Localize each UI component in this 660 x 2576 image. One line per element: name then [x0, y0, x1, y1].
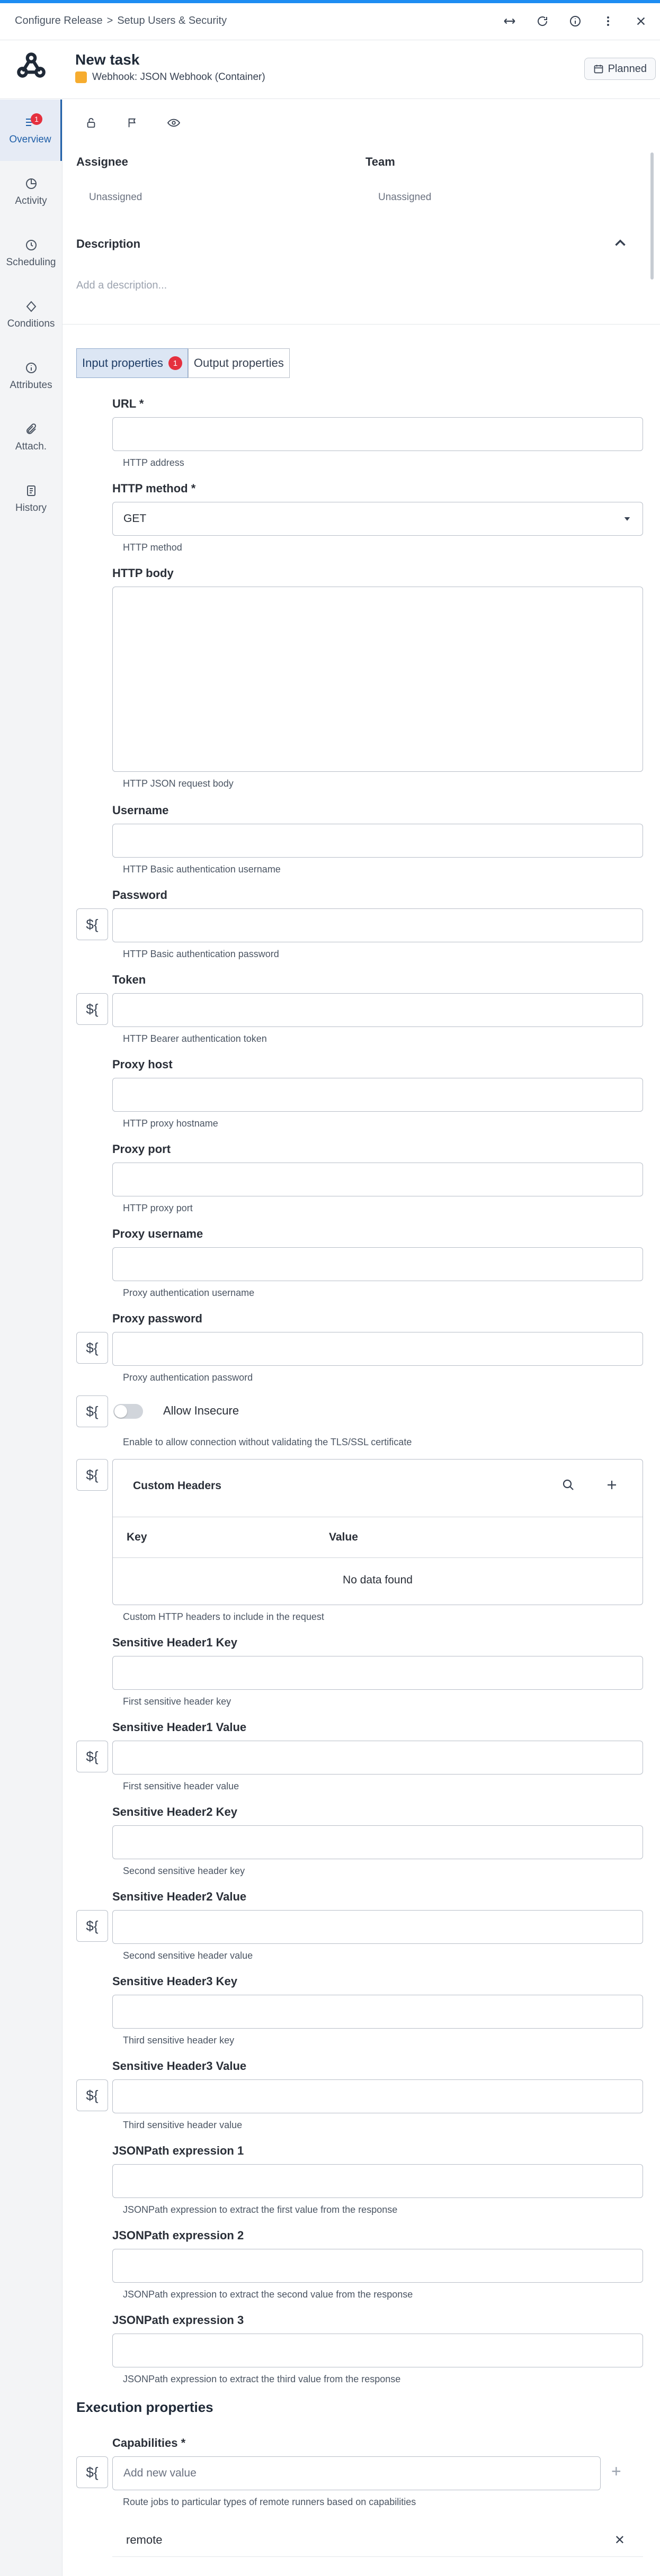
sidebar-item-label: History: [15, 502, 47, 514]
allow-insecure-label: Allow Insecure: [163, 1404, 239, 1417]
properties-tabs: [76, 348, 290, 378]
proxy-host-label: Proxy host: [112, 1058, 173, 1071]
sidebar-item-label: Conditions: [7, 318, 55, 329]
url-input[interactable]: [112, 417, 643, 451]
variable-button[interactable]: ${: [76, 1741, 108, 1772]
sensitive-header2-key-input[interactable]: [112, 1825, 643, 1859]
sensitive-header1-value-help: First sensitive header value: [123, 1781, 239, 1791]
activity-icon: [24, 176, 39, 191]
jsonpath2-label: JSONPath expression 2: [112, 2229, 244, 2242]
info-icon: [24, 361, 39, 375]
status-label: Planned: [608, 62, 647, 75]
proxy-host-input[interactable]: [112, 1078, 643, 1112]
search-icon[interactable]: [559, 1475, 578, 1494]
proxy-port-help: HTTP proxy port: [123, 1203, 193, 1213]
sidebar-item-label: Attributes: [10, 380, 52, 391]
proxy-password-label: Proxy password: [112, 1312, 202, 1325]
info-icon[interactable]: [566, 12, 585, 31]
variable-button[interactable]: ${: [76, 1910, 108, 1942]
overview-badge: 1: [31, 113, 42, 125]
sensitive-header3-key-label: Sensitive Header3 Key: [112, 1975, 238, 1988]
description-label: Description: [76, 237, 141, 250]
team-label: Team: [365, 155, 395, 168]
task-type-label: Webhook: JSON Webhook (Container): [92, 71, 265, 83]
jsonpath3-label: JSONPath expression 3: [112, 2313, 244, 2327]
username-input[interactable]: [112, 824, 643, 858]
http-method-value: GET: [123, 512, 147, 525]
sensitive-header1-value-input[interactable]: [112, 1741, 643, 1775]
lock-icon[interactable]: [82, 113, 101, 132]
jsonpath1-input[interactable]: [112, 2164, 643, 2198]
http-body-help: HTTP JSON request body: [123, 778, 234, 789]
more-icon[interactable]: [599, 12, 618, 31]
breadcrumb-parent[interactable]: Configure Release: [15, 15, 103, 26]
variable-button[interactable]: ${: [76, 1395, 108, 1427]
tab-label: Input properties: [82, 356, 163, 370]
column-value: Value: [329, 1531, 358, 1543]
sidebar-item-label: Attach.: [15, 441, 47, 452]
task-header: [0, 41, 660, 99]
assignee-label: Assignee: [76, 155, 128, 168]
sidebar-item-activity[interactable]: [0, 161, 62, 222]
password-input[interactable]: [112, 908, 643, 942]
proxy-username-label: Proxy username: [112, 1227, 203, 1240]
expand-icon[interactable]: [500, 12, 519, 31]
sidebar-item-conditions[interactable]: [0, 284, 62, 345]
table-header-row: [113, 1517, 643, 1558]
token-help: HTTP Bearer authentication token: [123, 1033, 267, 1044]
http-body-label: HTTP body: [112, 566, 174, 580]
sensitive-header1-key-input[interactable]: [112, 1656, 643, 1690]
jsonpath2-input[interactable]: [112, 2249, 643, 2283]
token-label: Token: [112, 973, 146, 986]
sidebar-item-scheduling[interactable]: [0, 222, 62, 284]
capabilities-label: Capabilities *: [112, 2436, 186, 2449]
capabilities-input[interactable]: Add new value: [112, 2456, 601, 2490]
proxy-port-input[interactable]: [112, 1163, 643, 1196]
task-details-panel: [63, 100, 660, 2576]
username-label: Username: [112, 804, 169, 817]
password-help: HTTP Basic authentication password: [123, 949, 279, 959]
chevron-up-icon[interactable]: [611, 234, 629, 255]
custom-headers-help: Custom HTTP headers to include in the request: [123, 1611, 324, 1622]
add-capability-plus-icon[interactable]: +: [611, 2462, 621, 2481]
proxy-password-help: Proxy authentication password: [123, 1372, 253, 1383]
proxy-username-input[interactable]: [112, 1247, 643, 1281]
variable-button[interactable]: ${: [76, 2456, 108, 2488]
jsonpath2-help: JSONPath expression to extract the second value from the response: [123, 2289, 413, 2300]
task-type: [75, 71, 265, 83]
sidebar-item-attachments[interactable]: [0, 407, 62, 468]
variable-button[interactable]: ${: [76, 2079, 108, 2111]
tab-output-properties[interactable]: [188, 348, 290, 378]
calendar-icon: [593, 64, 604, 74]
task-toolbar: [82, 113, 183, 132]
sensitive-header3-value-input[interactable]: [112, 2079, 643, 2113]
execution-properties-title: Execution properties: [76, 2399, 213, 2415]
token-input[interactable]: [112, 993, 643, 1027]
remove-capability-close-icon[interactable]: ✕: [614, 2533, 625, 2547]
history-icon: [24, 483, 39, 498]
task-title[interactable]: New task: [75, 51, 140, 68]
jsonpath1-label: JSONPath expression 1: [112, 2144, 244, 2157]
http-method-help: HTTP method: [123, 542, 182, 553]
empty-state: No data found: [343, 1574, 413, 1586]
variable-button[interactable]: ${: [76, 908, 108, 940]
sensitive-header1-value-label: Sensitive Header1 Value: [112, 1721, 247, 1734]
flag-icon[interactable]: [123, 113, 142, 132]
tab-label: Output properties: [193, 356, 284, 370]
breadcrumb-current: Setup Users & Security: [117, 15, 227, 26]
allow-insecure-help: Enable to allow connection without validating the TLS/SSL certificate: [123, 1437, 412, 1447]
sensitive-header1-key-label: Sensitive Header1 Key: [112, 1636, 238, 1649]
http-method-select[interactable]: [112, 502, 643, 536]
sidebar-item-label: Activity: [15, 195, 47, 206]
allow-insecure-toggle[interactable]: [113, 1404, 143, 1419]
sensitive-header2-value-label: Sensitive Header2 Value: [112, 1890, 247, 1903]
breadcrumb: [15, 15, 227, 27]
variable-button[interactable]: ${: [76, 1332, 108, 1364]
url-help: HTTP address: [123, 457, 184, 468]
team-value[interactable]: Unassigned: [378, 192, 432, 203]
url-label: URL *: [112, 397, 144, 410]
sidebar: [0, 100, 63, 2576]
tab-error-badge: 1: [168, 356, 182, 370]
sensitive-header3-value-help: Third sensitive header value: [123, 2120, 243, 2130]
http-body-textarea[interactable]: [112, 587, 643, 772]
description-input[interactable]: Add a description...: [76, 280, 167, 291]
sidebar-item-overview[interactable]: [0, 100, 62, 161]
proxy-username-help: Proxy authentication username: [123, 1287, 255, 1298]
sensitive-header3-key-input[interactable]: [112, 1995, 643, 2029]
status-badge[interactable]: [584, 58, 656, 80]
sensitive-header1-key-help: First sensitive header key: [123, 1696, 231, 1707]
variable-button[interactable]: ${: [76, 993, 108, 1025]
proxy-host-help: HTTP proxy hostname: [123, 1118, 218, 1129]
caret-down-icon: [622, 514, 632, 524]
close-icon[interactable]: [631, 12, 650, 31]
webhook-logo-icon: [14, 48, 49, 83]
sensitive-header3-value-label: Sensitive Header3 Value: [112, 2059, 247, 2073]
sidebar-item-label: Overview: [9, 134, 51, 145]
sensitive-header2-value-input[interactable]: [112, 1910, 643, 1944]
sensitive-header2-key-label: Sensitive Header2 Key: [112, 1805, 238, 1818]
sidebar-item-attributes[interactable]: [0, 345, 62, 407]
capability-value: remote: [126, 2533, 163, 2546]
proxy-password-input[interactable]: [112, 1332, 643, 1366]
task-type-icon: [75, 71, 87, 83]
paperclip-icon: [24, 422, 39, 437]
sensitive-header3-key-help: Third sensitive header key: [123, 2035, 235, 2046]
proxy-port-label: Proxy port: [112, 1142, 171, 1156]
tab-input-properties[interactable]: [76, 348, 188, 378]
capabilities-help: Route jobs to particular types of remote runners based on capabilities: [123, 2497, 416, 2507]
watch-eye-icon[interactable]: [164, 113, 183, 132]
sensitive-header2-value-help: Second sensitive header value: [123, 1950, 253, 1961]
custom-headers-title: Custom Headers: [133, 1480, 221, 1492]
username-help: HTTP Basic authentication username: [123, 864, 281, 875]
add-header-plus-icon[interactable]: [602, 1475, 621, 1494]
sidebar-item-label: Scheduling: [6, 257, 56, 268]
assignee-value[interactable]: Unassigned: [89, 192, 142, 203]
variable-button[interactable]: ${: [76, 1459, 108, 1491]
jsonpath3-input[interactable]: [112, 2334, 643, 2367]
custom-headers-table: [112, 1459, 643, 1605]
divider: [63, 324, 660, 325]
jsonpath3-help: JSONPath expression to extract the third value from the response: [123, 2374, 401, 2384]
breadcrumb-separator: >: [106, 15, 113, 26]
header-bar: [0, 3, 660, 40]
jsonpath1-help: JSONPath expression to extract the first value from the response: [123, 2204, 398, 2215]
http-method-label: HTTP method *: [112, 482, 196, 495]
capability-list-item: [112, 2523, 643, 2557]
sensitive-header2-key-help: Second sensitive header key: [123, 1866, 245, 1876]
clock-icon: [24, 238, 39, 253]
password-label: Password: [112, 888, 167, 902]
column-key: Key: [127, 1531, 147, 1543]
diamond-icon: [24, 299, 39, 314]
sidebar-item-history[interactable]: [0, 468, 62, 529]
refresh-icon[interactable]: [533, 12, 552, 31]
scrollbar-thumb[interactable]: [650, 152, 654, 280]
